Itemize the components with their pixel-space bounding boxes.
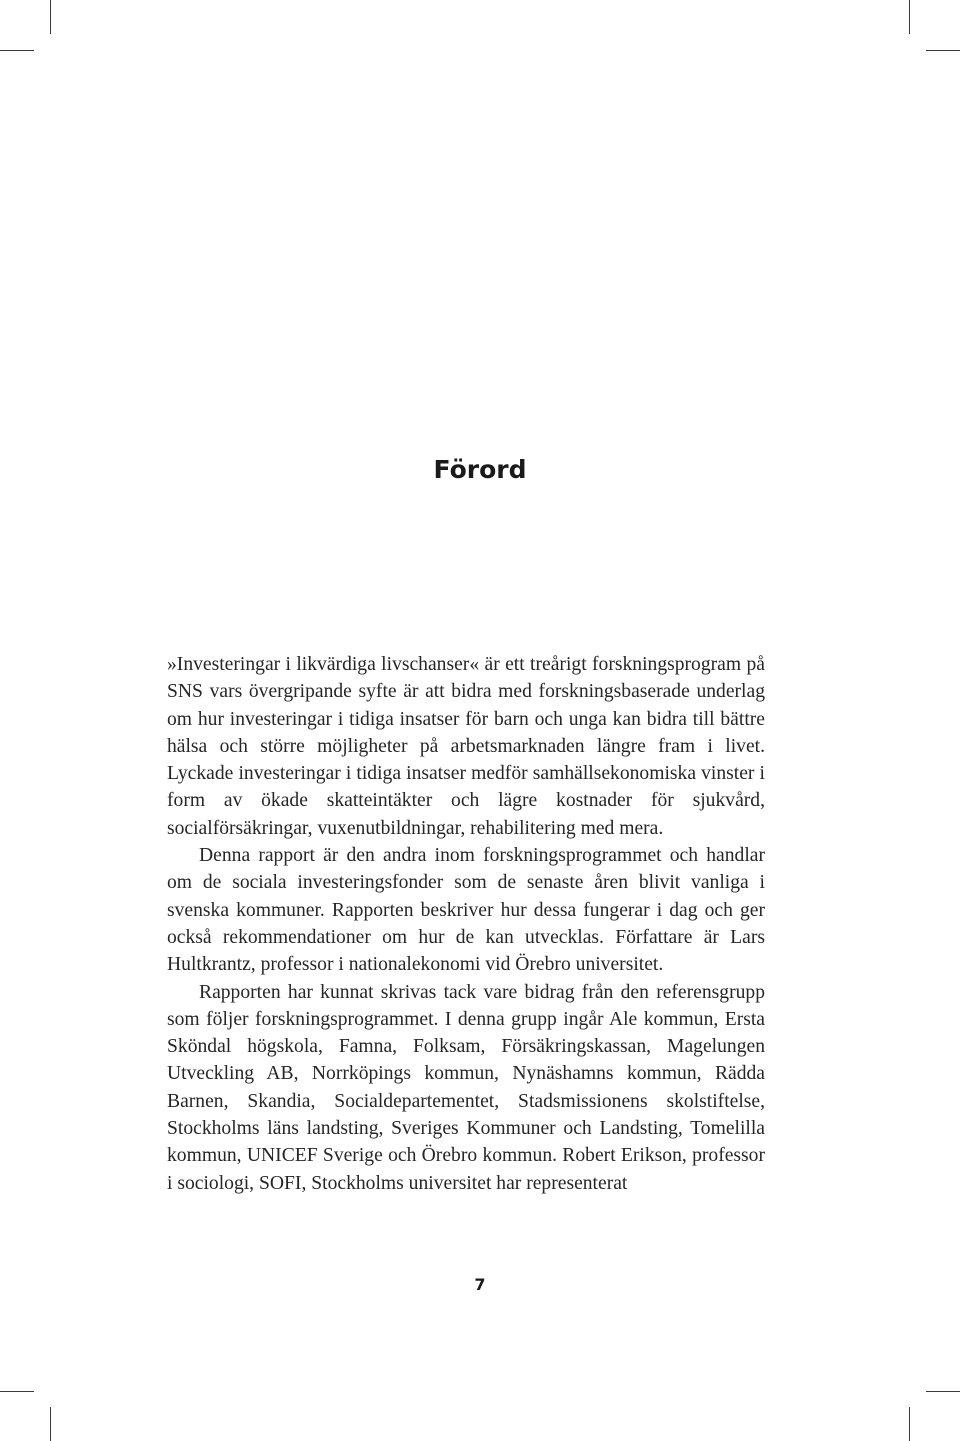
page-number: 7 xyxy=(474,1275,486,1294)
crop-mark-top-left xyxy=(50,0,51,34)
page-title: Förord xyxy=(433,455,527,484)
paragraph-3: Rapporten har kunnat skrivas tack vare bidrag från den referensgrupp som följer forskningsprogrammet. I denna grupp ingår Ale kommun, Ersta Sköndal högskola, Famna, Folksam, Försäkringskassan, Magelungen Utveckling AB, Norrköpings kommun, Nynäshamns kommun, Rädda Barnen, Skandia, Socialdepartementet, Stadsmissionens skolstiftelse, Stockholms läns landsting, Sveriges Kommuner och Landsting, Tomelilla kommun, UNICEF Sverige och Örebro kommun. Robert Erikson, professor i sociologi, SOFI, Stockholms universitet har representerat xyxy=(167,981,765,1194)
body-text xyxy=(167,651,765,1197)
crop-mark-top-left-horizontal xyxy=(0,50,34,51)
crop-mark-top-right xyxy=(909,0,910,34)
crop-mark-bottom-right xyxy=(909,1407,910,1441)
crop-mark-bottom-left xyxy=(50,1407,51,1441)
crop-mark-bottom-right-horizontal xyxy=(926,1391,960,1392)
paragraph-1: »Investeringar i likvärdiga livschanser« är ett treårigt forskningsprogram på SNS vars övergripande syfte är att bidra med forskningsbaserade underlag om hur investeringar i tidiga insatser för barn och unga kan bidra till bättre hälsa och större möjligheter på arbetsmarknaden längre fram i livet. Lyckade investeringar i tidiga insatser medför samhällsekonomiska vinster i form av ökade skatteintäkter och lägre kostnader för sjukvård, socialförsäkringar, vuxenutbildningar, rehabilitering med mera. xyxy=(167,654,765,839)
crop-mark-top-right-horizontal xyxy=(926,50,960,51)
crop-mark-bottom-left-horizontal xyxy=(0,1391,34,1392)
paragraph-2: Denna rapport är den andra inom forskningsprogrammet och handlar om de sociala investeringsfonder som de senaste åren blivit vanliga i svenska kommuner. Rapporten beskriver hur dessa fungerar i dag och ger också rekommendationer om hur de kan utvecklas. Författare är Lars Hultkrantz, professor i nationalekonomi vid Örebro universitet. xyxy=(167,845,765,976)
